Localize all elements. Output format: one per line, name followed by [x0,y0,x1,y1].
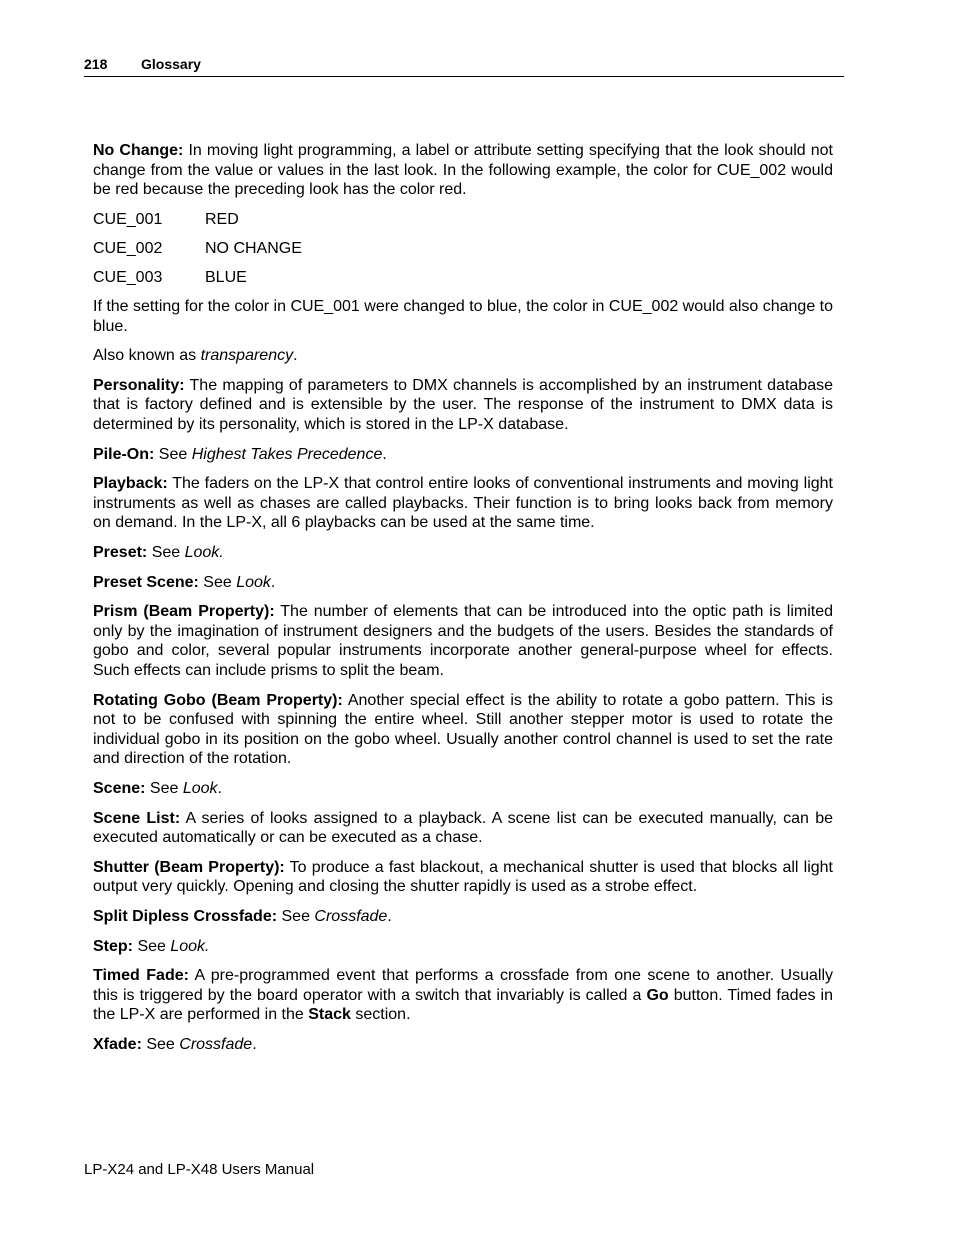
entry-definition: A series of looks assigned to a playback. A scene list can be executed manually, can be executed automatically or can be executed as a chase. [93,809,833,847]
page-footer: LP-X24 and LP-X48 Users Manual [84,1161,315,1178]
entry-scene [93,779,833,799]
entry-definition-part: A pre-programmed event that performs a crossfade from one scene to another. Usually this is triggered by the board operator with a switch that invariably is called a [93,967,834,1004]
entry-shutter [93,858,833,897]
entry-term: Scene List: [93,809,181,827]
cue-value: BLUE [205,268,247,286]
entry-definition-part: section. [350,1006,411,1024]
entry-definition: The number of elements that can be introduced into the optic path is limited only by the imagination of instrument designers and the budgets of the users. Besides the standards of gobo and color, several popular instruments incorporate another general-purpose wheel for effects. Such effects can include prisms to split the beam. [93,603,834,679]
see-end: . [217,779,222,797]
cue-value: RED [205,210,239,228]
entry-term: Pile-On: [93,445,155,463]
entry-playback [93,474,833,533]
entry-pile-on [93,445,833,465]
aka-term: transparency [200,347,294,365]
see-reference: Crossfade [179,1035,253,1053]
aka-suffix: . [293,347,298,365]
entry-scene-list [93,809,833,848]
entry-definition: The mapping of parameters to DMX channels is accomplished by an instrument database that is factory defined and is extensible by the user. The response of the instrument to DMX data is determined by its personality, which is stored in the LP-X database. [93,376,833,434]
entry-term: Scene: [93,779,146,797]
see-text: See [141,1035,180,1053]
entry-term: Xfade: [93,1035,142,1053]
entry-preset-scene [93,573,833,593]
see-reference: Look [182,779,218,797]
section-title: Glossary [141,56,201,72]
see-text: See [154,445,192,463]
entry-term: Step: [93,937,133,955]
see-text: See [147,544,185,561]
entry-definition: Another special effect is the ability to rotate a gobo pattern. This is not to be confused with spinning the entire wheel. Still another stepper motor is used to rotate the individual gobo in its position on the gobo wheel. Usually another control channel is used to set the rate and direction of the rotation. [93,691,833,768]
entry-term: Preset: [93,544,148,561]
entry-definition-part: button. Timed fades in the LP-X are performed in the [93,986,833,1024]
entry-no-change [93,141,833,200]
entry-prism [93,602,833,680]
entry-personality [93,376,833,435]
entry-term: Personality: [93,376,185,394]
entry-definition: In moving light programming, a label or attribute setting specifying that the look should not change from the value or values in the last look. In the following example, the color for CUE_002 would be red because the preceding look has the color red. [93,142,833,199]
cue-name: CUE_003 [93,268,163,286]
entry-step [93,937,833,957]
entry-term: No Change: [93,142,184,159]
cue-name: CUE_001 [93,210,163,228]
entry-rotating-gobo [93,691,833,769]
aka-prefix: Also known as [93,347,201,365]
cue-row [93,239,833,259]
glossary-content [93,141,833,1064]
see-reference: Look. [184,544,224,561]
see-text: See [133,937,171,955]
cue-row [93,210,833,230]
entry-term: Rotating Gobo (Beam Property): [93,691,343,709]
see-reference: Look. [170,937,210,955]
see-text: See [198,573,237,591]
see-end: . [387,907,392,925]
entry-xfade [93,1035,833,1055]
entry-preset [93,543,833,563]
see-end: . [252,1035,257,1053]
entry-term: Shutter (Beam Property): [93,858,285,876]
see-reference: Look [236,573,271,591]
entry-term: Preset Scene: [93,573,199,591]
entry-split-dipless [93,907,833,927]
entry-no-change-aka [93,346,833,366]
see-text: See [145,779,183,797]
entry-term: Split Dipless Crossfade: [93,907,278,925]
entry-term: Prism (Beam Property): [93,603,275,621]
cue-row [93,268,833,288]
entry-no-change-note: If the setting for the color in CUE_001 were changed to blue, the color in CUE_002 would also change to blue. [93,298,834,335]
cue-name: CUE_002 [93,239,163,257]
bold-word: Go [646,986,669,1004]
entry-term: Playback: [93,475,168,493]
bold-word: Stack [308,1006,351,1024]
page-header [84,56,844,77]
see-end: . [382,445,387,463]
entry-timed-fade [93,966,833,1025]
entry-term: Timed Fade: [93,967,189,985]
see-reference: Crossfade [314,907,388,925]
see-text: See [277,907,315,925]
see-end: . [270,573,276,591]
see-reference: Highest Takes Precedence [191,445,383,463]
page-number: 218 [84,56,108,72]
entry-definition: The faders on the LP-X that control entire looks of conventional instruments and moving light instruments as well as chases are called playbacks. Their function is to bring looks back from memory on demand. In the LP-X, all 6 playbacks can be used at the same time. [93,475,833,532]
cue-value: NO CHANGE [205,239,302,257]
entry-definition: To produce a fast blackout, a mechanical shutter is used that blocks all light output very quickly. Opening and closing the shutter rapidly is used as a strobe effect. [93,858,834,896]
